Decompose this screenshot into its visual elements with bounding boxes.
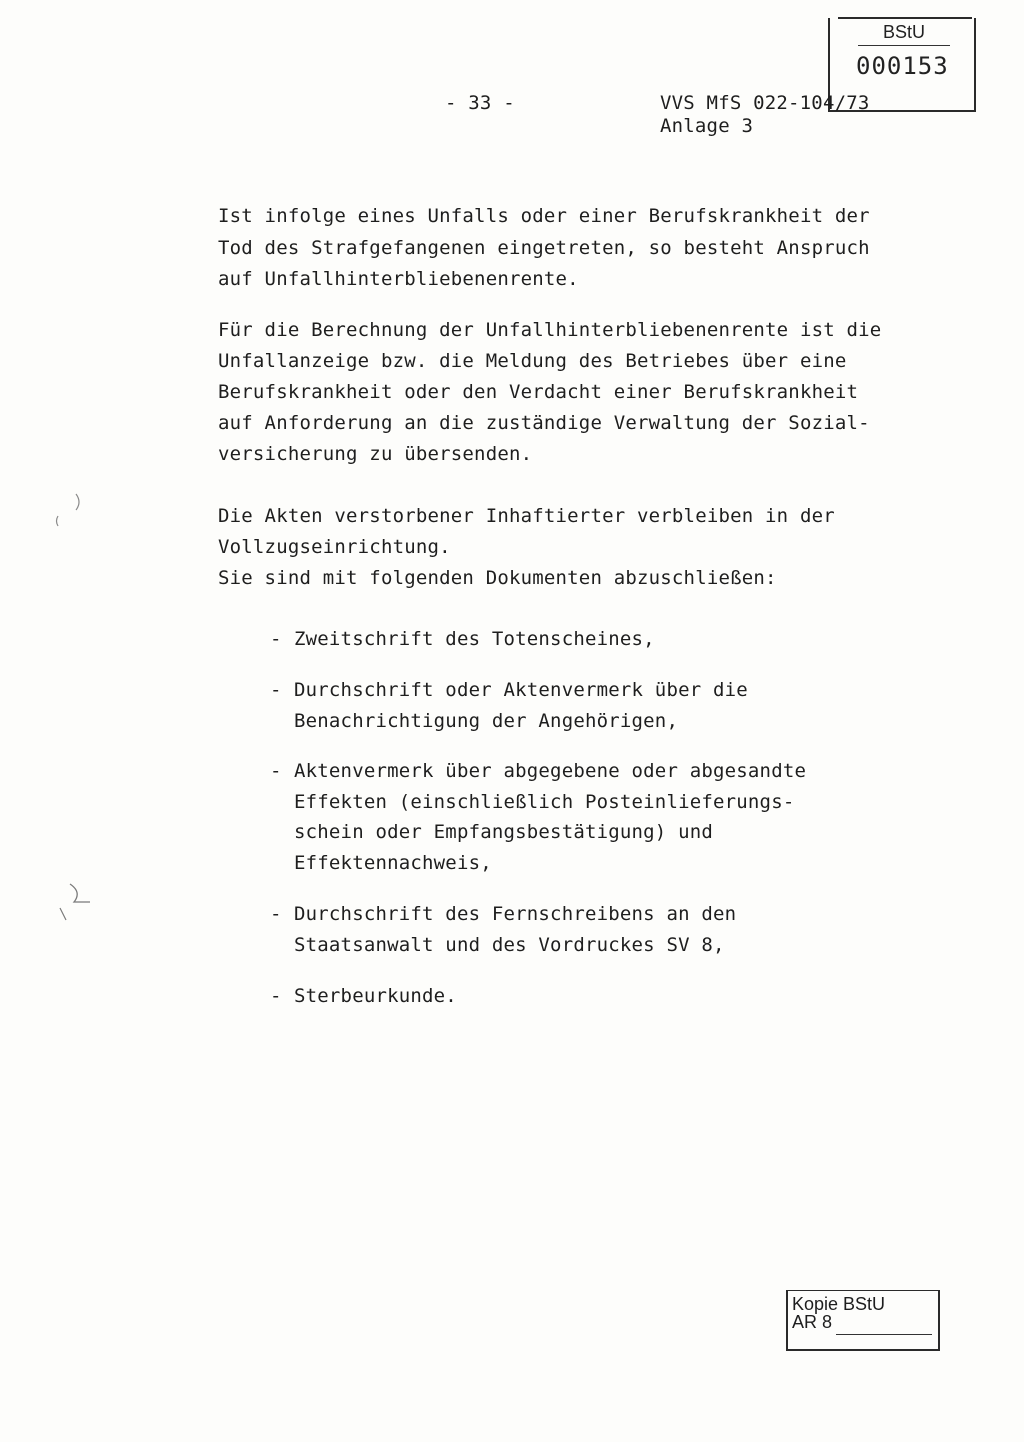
text-line: Staatsanwalt und des Vordruckes SV 8, [294, 934, 725, 956]
text-line: Für die Berechnung der Unfallhinterbliebenenrente ist die [218, 319, 882, 341]
list-bullet: - [270, 679, 282, 701]
text-line: schein oder Empfangsbestätigung) und [294, 821, 714, 843]
text-line: Die Akten verstorbener Inhaftierter verbleiben in der [218, 505, 835, 527]
archive-stamp-divider [858, 45, 950, 46]
margin-scribble-icon [52, 880, 102, 930]
text-line: Benachrichtigung der Angehörigen, [294, 710, 679, 732]
list-bullet: - [270, 628, 282, 650]
list-bullet: - [270, 985, 282, 1007]
page-number: - 33 - [445, 92, 515, 114]
list-bullet: - [270, 760, 282, 782]
text-line: Unfallanzeige bzw. die Meldung des Betriebes über eine [218, 350, 847, 372]
text-line: Sterbeurkunde. [294, 985, 457, 1007]
copy-stamp-line-1: Kopie BStU [792, 1294, 886, 1314]
text-line: Durchschrift oder Aktenvermerk über die [294, 679, 748, 701]
document-reference: VVS MfS 022-104/73 [660, 92, 870, 114]
copy-stamp-underline [836, 1334, 932, 1335]
text-line: Effekten (einschließlich Posteinlieferungs- [294, 791, 795, 813]
text-line: Vollzugseinrichtung. [218, 536, 451, 558]
text-line: auf Unfallhinterbliebenenrente. [218, 268, 579, 290]
text-line: Durchschrift des Fernschreibens an den [294, 903, 737, 925]
list-bullet: - [270, 903, 282, 925]
text-line: Aktenvermerk über abgegebene oder abgesandte [294, 760, 807, 782]
text-line: Effektennachweis, [294, 852, 492, 874]
text-line: auf Anforderung an die zuständige Verwaltung der Sozial- [218, 412, 870, 434]
margin-mark-icon [48, 490, 88, 530]
archive-stamp-number: 000153 [856, 52, 949, 80]
text-line: versicherung zu übersenden. [218, 443, 533, 465]
text-line: Tod des Strafgefangenen eingetreten, so besteht Anspruch [218, 237, 870, 259]
text-line: Ist infolge eines Unfalls oder einer Berufskrankheit der [218, 205, 870, 227]
text-line: Zweitschrift des Totenscheines, [294, 628, 655, 650]
archive-stamp-title: BStU [883, 22, 926, 42]
text-line: Sie sind mit folgenden Dokumenten abzuschließen: [218, 567, 777, 589]
attachment-label: Anlage 3 [660, 115, 754, 137]
copy-stamp-line-2: AR 8 [792, 1312, 833, 1332]
text-line: Berufskrankheit oder den Verdacht einer Berufskrankheit [218, 381, 859, 403]
